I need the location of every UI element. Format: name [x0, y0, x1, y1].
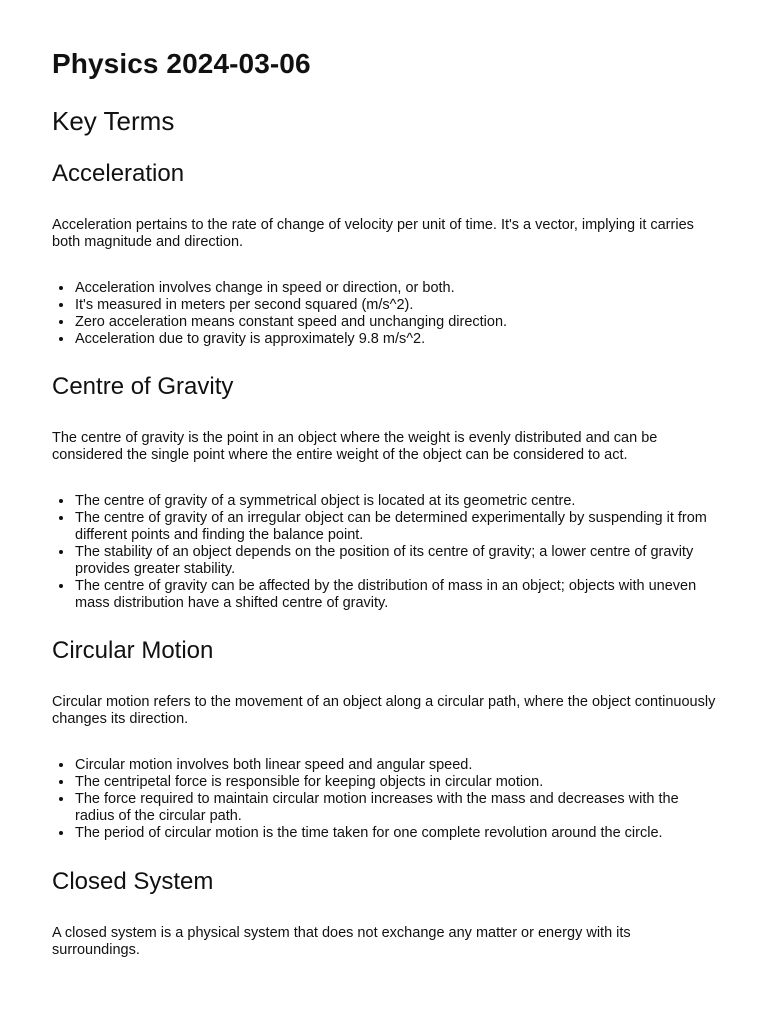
list-item: • The centre of gravity of an irregular object can be determined experimentally by suspending it from different points and finding the balance point.	[74, 510, 716, 544]
term-heading: Acceleration	[52, 160, 185, 187]
list-item: • Zero acceleration means constant speed and unchanging direction.	[74, 314, 716, 331]
term-centre-of-gravity	[52, 370, 716, 612]
document-title: Physics 2024-03-06	[52, 48, 311, 79]
term-heading: Closed System	[52, 868, 214, 895]
list-item: • The force required to maintain circular motion increases with the mass and decreases with the radius of the circular path.	[74, 791, 716, 825]
term-closed-system	[52, 865, 716, 959]
term-definition: Circular motion refers to the movement of an object along a circular path, where the object continuously changes its direction.	[52, 694, 716, 727]
term-circular-motion	[52, 634, 716, 842]
term-definition: A closed system is a physical system that does not exchange any matter or energy with its surroundings.	[52, 925, 631, 958]
list-item: • Acceleration involves change in speed or direction, or both.	[74, 280, 716, 297]
list-item: • The stability of an object depends on the position of its centre of gravity; a lower centre of gravity provides greater stability.	[74, 544, 716, 578]
section-heading-key-terms: Key Terms	[52, 106, 175, 136]
list-item: • Acceleration due to gravity is approximately 9.8 m/s^2.	[74, 331, 716, 348]
list-item: • The centre of gravity can be affected by the distribution of mass in an object; objects with uneven mass distribution have a shifted centre of gravity.	[74, 578, 716, 612]
term-heading: Circular Motion	[52, 637, 214, 664]
term-points-list	[52, 493, 716, 612]
term-definition: The centre of gravity is the point in an object where the weight is evenly distributed and can be considered the single point where the entire weight of the object can be considered to act.	[52, 430, 658, 463]
list-item: • It's measured in meters per second squared (m/s^2).	[74, 297, 716, 314]
term-acceleration	[52, 157, 716, 348]
list-item: • The centre of gravity of a symmetrical object is located at its geometric centre.	[74, 493, 716, 510]
term-points-list	[52, 280, 716, 348]
term-points-list	[52, 757, 716, 842]
list-item: • The period of circular motion is the time taken for one complete revolution around the circle.	[74, 825, 716, 842]
term-heading: Centre of Gravity	[52, 373, 234, 400]
list-item: • Circular motion involves both linear speed and angular speed.	[74, 757, 716, 774]
list-item: • The centripetal force is responsible for keeping objects in circular motion.	[74, 774, 716, 791]
term-definition: Acceleration pertains to the rate of change of velocity per unit of time. It's a vector, implying it carries both magnitude and direction.	[52, 217, 694, 250]
